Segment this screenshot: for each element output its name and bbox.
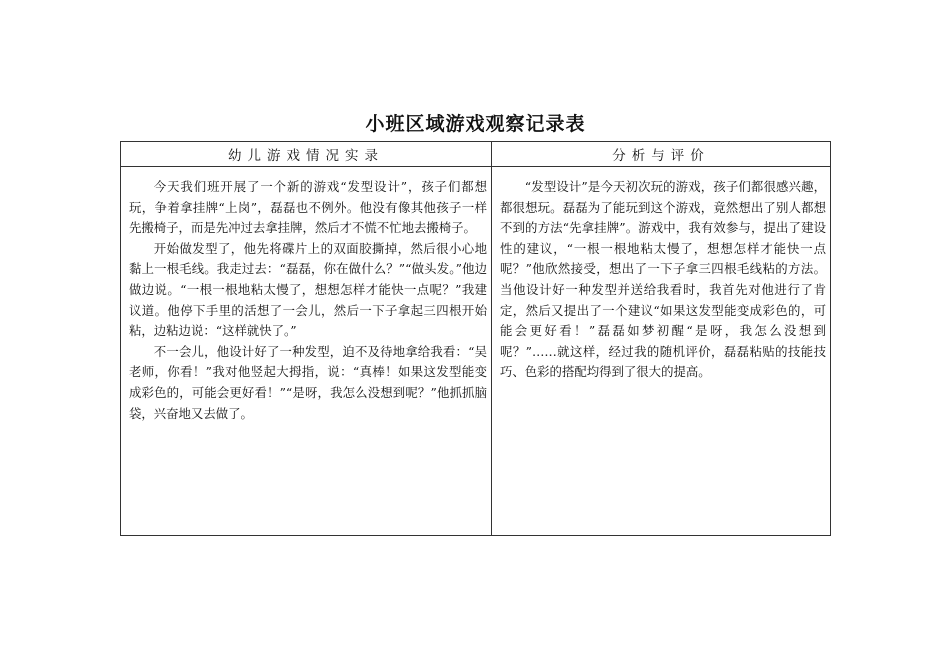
column-header-record: 幼儿游戏情况实录 [121,142,492,167]
record-paragraph: 不一会儿，他设计好了一种发型，迫不及待地拿给我看：“吴老师，你看！”我对他竖起大拇指，说：“真棒！如果这发型能变成彩色的，可能会更好看！”“是呀，我怎么没想到呢？”他抓抓脑袋，兴奋地又去做了。 [129,343,487,421]
record-paragraph: 开始做发型了，他先将碟片上的双面胶撕掉，然后很小心地黏上一根毛线。我走过去：“磊磊，你在做什么？”“做头发。”他边做边说。“一根一根地粘太慢了，想想怎样才能快一点呢？”我建议道。他停下手里的活想了一会儿，然后一下子拿起三四根开始粘，边粘边说：“这样就快了。” [129,240,487,339]
page-title: 小班区域游戏观察记录表 [365,113,586,135]
observation-table [120,141,831,536]
column-header-analysis: 分析与评价 [492,142,830,167]
record-paragraph: 今天我们班开展了一个新的游戏“发型设计”，孩子们都想玩，争着拿挂牌“上岗”，磊磊也不例外。他没有像其他孩子一样先搬椅子，而是先冲过去拿挂牌，然后才不慌不忙地去搬椅子。 [129,179,487,236]
analysis-cell [492,167,830,535]
analysis-paragraph: “发型设计”是今天初次玩的游戏，孩子们都很感兴趣，都很想玩。磊磊为了能玩到这个游戏，竟然想出了别人都想不到的方法“先拿挂牌”。游戏中，我有效参与，提出了建设性的建议，“一根一根地粘太慢了，想想怎样才能快一点呢？”他欣然接受，想出了一下子拿三四根毛线粘的方法。当他设计好一种发型并送给我看时，我首先对他进行了肯定，然后又提出了一个建议“如果这发型能变成彩色的，可能会更好看！”磊磊如梦初醒“是呀，我怎么没想到呢？”……就这样，经过我的随机评价，磊磊粘贴的技能技巧、色彩的搭配均得到了很大的提高。 [500,179,826,380]
record-cell [121,167,492,535]
